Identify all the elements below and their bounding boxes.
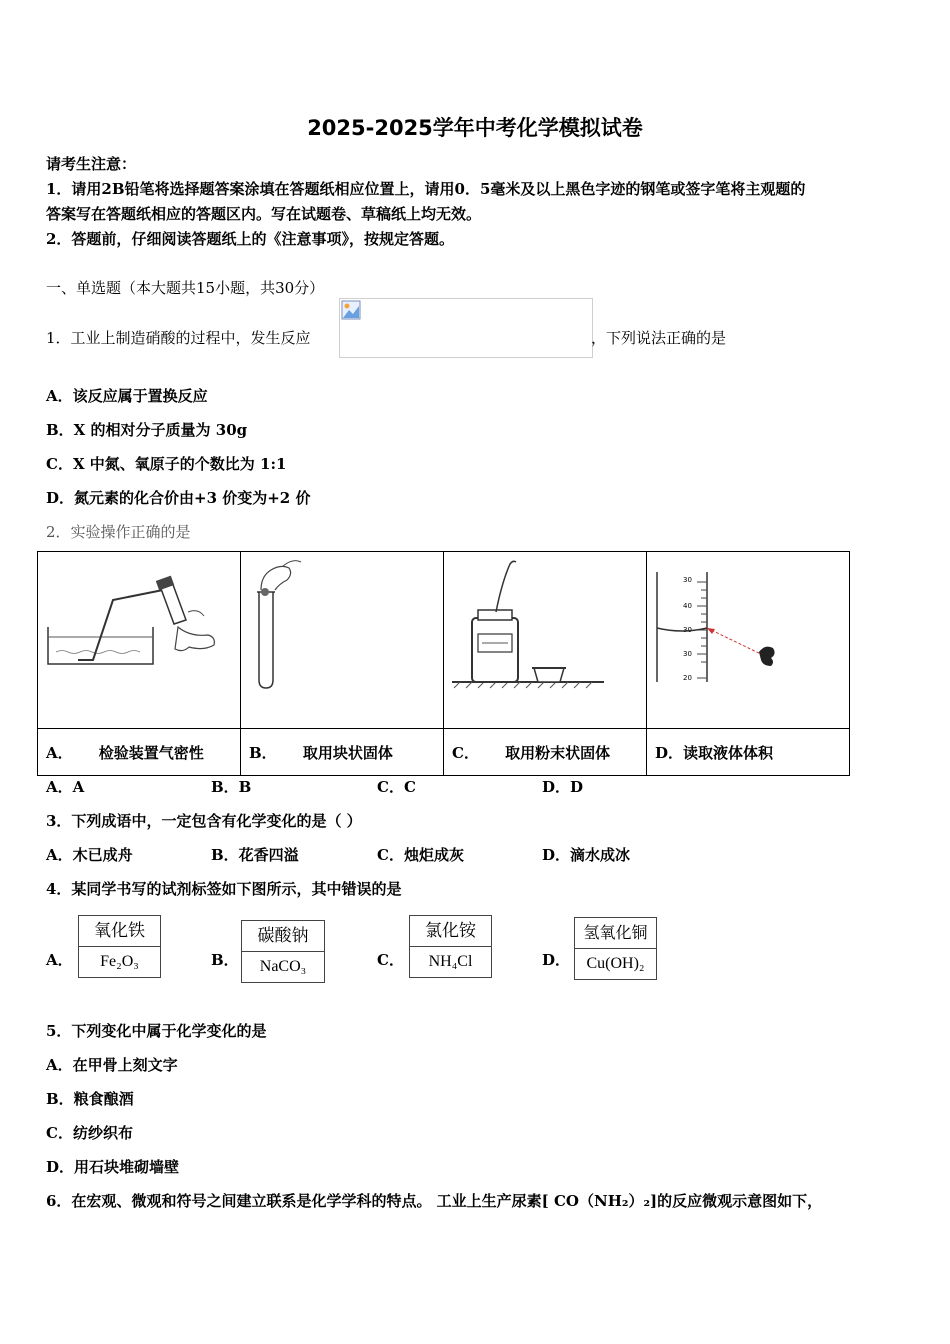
notice-line-2: 2．答题前，仔细阅读答题纸上的《注意事项》，按规定答题。 [46,230,454,248]
notice-line-1b: 答案写在答题纸相应的答题区内。写在试题卷、草稿纸上均无效。 [46,205,482,223]
experiment-d-cell [647,552,850,729]
q2-answer-a: A．A [46,778,85,796]
reagent-formula-c: NH₄Cl [428,953,473,970]
q3-answer-b: B．花香四溢 [211,846,299,864]
caption-c-letter: C． [452,743,479,762]
q5-option-a: A．在甲骨上刻文字 [46,1056,178,1074]
section-heading: 一、单选题（本大题共15小题，共30分） [46,279,325,297]
q2-answer-d: D．D [542,778,584,796]
reagent-formula-a: Fe₂O₃ [100,953,139,970]
experiment-a-cell [38,552,241,729]
q1-option-d: D．氮元素的化合价由+3 价变为+2 价 [46,489,311,507]
q3-answer-a: A．木已成舟 [46,846,133,864]
q3-answer-d: D．滴水成冰 [542,846,631,864]
reagent-formula-b: NaCO₃ [259,958,307,975]
q5-option-d: D．用石块堆砌墙壁 [46,1158,180,1176]
caption-c-text: 取用粉末状固体 [505,743,611,762]
q5-option-c: C．纺纱织布 [46,1124,133,1142]
caption-d [647,729,850,776]
q1-stem-start: 1．工业上制造硝酸的过程中，发生反应 [46,329,311,347]
notice-heading: 请考生注意： [46,155,137,173]
reagent-name-d: 氢氧化铜 [575,918,656,949]
caption-d-text: 读取液体体积 [683,743,774,762]
broken-image-icon [341,300,361,320]
caption-b-letter: B． [249,743,277,762]
q2-answer-b: B．B [211,778,252,796]
q1-stem-end: ，下列说法正确的是 [591,329,727,347]
q1-option-b: B．X 的相对分子质量为 30g [46,421,248,439]
page-title: 2025-2025学年中考化学模拟试卷 [307,116,643,140]
reagent-name-c: 氯化铵 [410,916,491,947]
q1-option-c: C．X 中氮、氧原子的个数比为 1:1 [46,455,287,473]
reagent-name-a: 氧化铁 [79,916,160,947]
scale-tick-3: 30 [683,626,692,634]
caption-a-text: 检验装置气密性 [98,743,204,762]
q4-letter-b: B． [211,951,239,969]
reagent-label-b [241,920,325,983]
scale-tick-5: 20 [683,674,692,682]
caption-d-letter: D． [655,743,684,762]
q2-stem: 2．实验操作正确的是 [46,523,191,541]
q3-answer-c: C．烛炬成灰 [377,846,464,864]
reagent-label-d [574,917,657,980]
scale-tick-2: 40 [683,602,692,610]
reagent-label-c [409,915,492,978]
experiment-c-cell [444,552,647,729]
caption-c [444,729,647,776]
notice-line-1: 1．请用2B铅笔将选择题答案涂填在答题纸相应位置上，请用0．5毫米及以上黑色字迹的钢笔或签字笔将主观题的 [46,180,806,198]
q5-stem: 5．下列变化中属于化学变化的是 [46,1022,267,1040]
q4-letter-c: C． [377,951,404,969]
reagent-label-a [78,915,161,978]
reagent-formula-d: Cu(OH)₂ [586,955,645,972]
read-volume-illustration [647,552,841,724]
q5-option-b: B．粮食酿酒 [46,1090,134,1108]
q1-option-a: A．该反应属于置换反应 [46,387,208,405]
scale-tick-4: 30 [683,650,692,658]
q4-letter-a: A． [46,951,73,969]
experiment-b-cell [241,552,444,729]
q4-letter-d: D． [542,951,571,969]
caption-a [38,729,241,776]
q6-stem: 6．在宏观、微观和符号之间建立联系是化学学科的特点。 工业上生产尿素[ CO（NH₂）₂]的反应微观示意图如下， [46,1192,823,1210]
q2-answer-c: C．C [377,778,416,796]
reaction-equation-image [339,298,593,358]
experiment-table [37,551,850,776]
scale-tick-1: 30 [683,576,692,584]
caption-b-text: 取用块状固体 [302,743,393,762]
caption-a-letter: A． [46,743,73,762]
q4-stem: 4．某同学书写的试剂标签如下图所示，其中错误的是 [46,880,402,898]
caption-b [241,729,444,776]
q3-stem: 3．下列成语中，一定包含有化学变化的是（ ） [46,812,362,830]
powder-solid-illustration [444,552,638,724]
block-solid-illustration [241,552,435,724]
reagent-name-b: 碳酸钠 [242,921,324,952]
airtightness-test-illustration [38,552,232,724]
